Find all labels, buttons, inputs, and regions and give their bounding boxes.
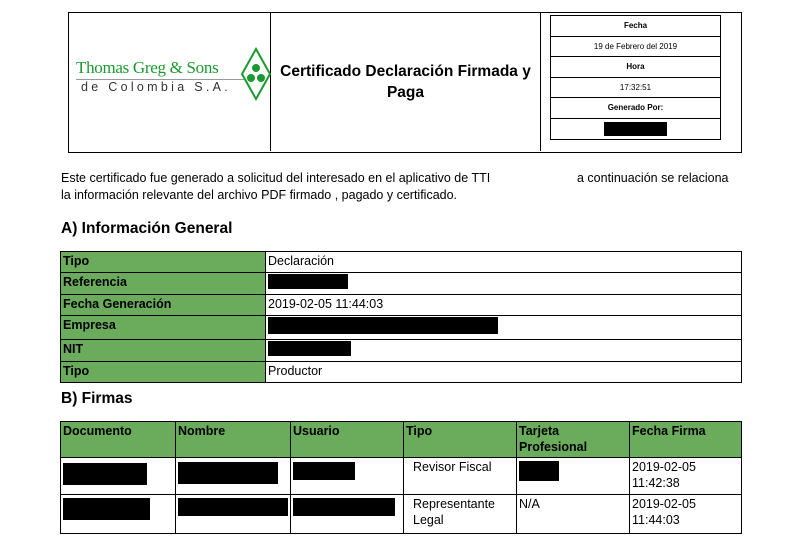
section-general-heading: A) Información General xyxy=(61,220,233,237)
row-value xyxy=(266,316,742,340)
documento-cell xyxy=(61,458,176,495)
redaction xyxy=(604,122,667,136)
generado-value xyxy=(551,119,720,140)
table-row xyxy=(61,316,742,340)
fecha-label: Fecha xyxy=(551,16,720,37)
column-header: Tarjeta Profesional xyxy=(517,422,630,458)
tarjeta-cell xyxy=(517,458,630,495)
nombre-cell xyxy=(176,495,291,534)
row-value: Declaración xyxy=(266,252,742,273)
column-header: Tipo xyxy=(404,422,517,458)
redaction xyxy=(519,461,559,481)
row-label: Empresa xyxy=(61,316,266,340)
certificate-header xyxy=(68,12,742,153)
fecha-time: 11:44:03 xyxy=(632,513,680,527)
fecha-date: 2019-02-05 xyxy=(632,460,696,474)
usuario-cell xyxy=(291,495,404,534)
redaction xyxy=(63,498,150,520)
table-row xyxy=(61,340,742,362)
fecha-cell xyxy=(630,495,742,534)
redaction xyxy=(293,498,395,516)
documento-cell xyxy=(61,495,176,534)
table-header-row xyxy=(61,422,742,458)
section-firmas-heading: B) Firmas xyxy=(61,390,133,407)
redaction xyxy=(268,274,348,289)
logo-sub-text: de Colombia S.A. xyxy=(81,80,232,94)
fecha-date: 2019-02-05 xyxy=(632,497,696,511)
hora-label: Hora xyxy=(551,57,720,78)
table-row xyxy=(61,252,742,273)
column-header: Usuario xyxy=(291,422,404,458)
table-row xyxy=(61,295,742,316)
redaction xyxy=(293,462,355,480)
generation-meta xyxy=(550,15,721,140)
usuario-cell xyxy=(291,458,404,495)
intro-line-1a: Este certificado fue generado a solicitud del interesado en el aplicativo de TTI xyxy=(61,171,491,185)
table-row xyxy=(61,495,742,534)
signatures-table xyxy=(60,421,742,534)
document-title: Certificado Declaración Firmada y Paga xyxy=(271,13,541,151)
generado-label: Generado Por: xyxy=(551,98,720,119)
row-label: Fecha Generación xyxy=(61,295,266,316)
redaction xyxy=(178,462,278,484)
redaction xyxy=(63,463,147,485)
row-value: Productor xyxy=(266,362,742,383)
row-value xyxy=(266,340,742,362)
fecha-time: 11:42:38 xyxy=(632,476,680,490)
company-logo xyxy=(69,13,271,151)
fecha-value: 19 de Febrero del 2019 xyxy=(551,37,720,58)
row-label: Referencia xyxy=(61,273,266,295)
redaction xyxy=(268,317,498,334)
row-value xyxy=(266,273,742,295)
tipo-cell: Representante Legal xyxy=(404,495,517,534)
table-row xyxy=(61,273,742,295)
row-value: 2019-02-05 11:44:03 xyxy=(266,295,742,316)
hora-value: 17:32:51 xyxy=(551,78,720,99)
row-label: NIT xyxy=(61,340,266,362)
general-info-table xyxy=(60,251,742,383)
column-header: Nombre xyxy=(176,422,291,458)
table-row xyxy=(61,458,742,495)
nombre-cell xyxy=(176,458,291,495)
intro-line-1b: a continuación se relaciona xyxy=(577,171,729,185)
intro-line-2: la información relevante del archivo PDF firmado , pagado y certificado. xyxy=(61,188,458,202)
logo-emblem-icon xyxy=(240,47,272,101)
logo-main-text: Thomas Greg & Sons xyxy=(76,58,219,77)
fecha-cell xyxy=(630,458,742,495)
tipo-cell: Revisor Fiscal xyxy=(404,458,517,495)
table-row xyxy=(61,362,742,383)
redaction xyxy=(268,341,351,356)
tarjeta-cell: N/A xyxy=(517,495,630,534)
row-label: Tipo xyxy=(61,362,266,383)
column-header: Fecha Firma xyxy=(630,422,742,458)
row-label: Tipo xyxy=(61,252,266,273)
redaction xyxy=(178,498,288,516)
column-header: Documento xyxy=(61,422,176,458)
